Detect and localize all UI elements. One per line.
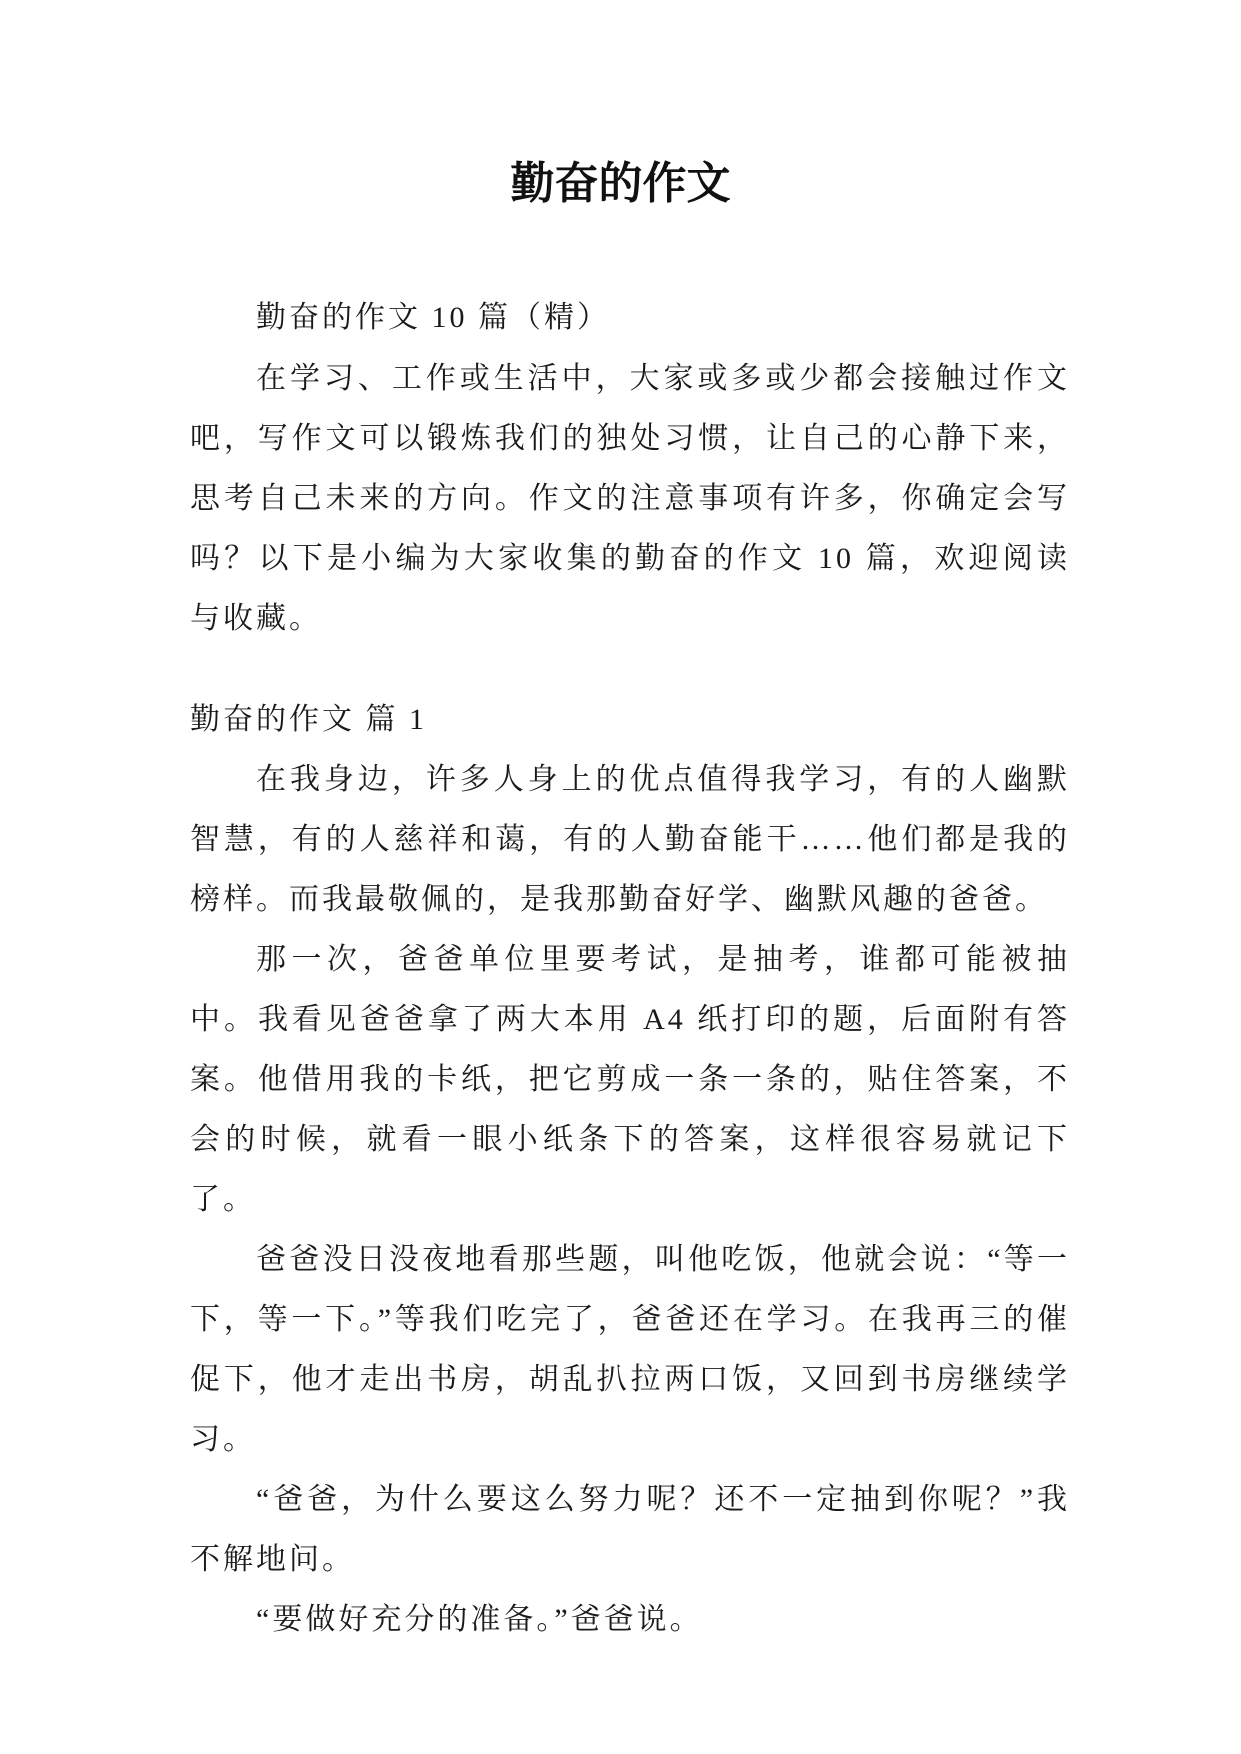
- body-paragraph: 在我身边，许多人身上的优点值得我学习，有的人幽默智慧，有的人慈祥和蔼，有的人勤奋能干……他们都是我的榜样。而我最敬佩的，是我那勤奋好学、幽默风趣的爸爸。: [190, 763, 1070, 916]
- body-paragraph: 那一次，爸爸单位里要考试，是抽考，谁都可能被抽中。我看见爸爸拿了两大本用 A4 纸打印的题，后面附有答案。他借用我的卡纸，把它剪成一条一条的，贴住答案，不会的时候，就看一眼小纸条下的答案，这样很容易就记下了。: [190, 943, 1070, 1216]
- section-heading: 勤奋的作文 篇 1: [190, 703, 427, 736]
- page-title: 勤奋的作文: [510, 158, 731, 209]
- document-subtitle: 勤奋的作文 10 篇（精）: [256, 301, 610, 334]
- intro-paragraph: 在学习、工作或生活中，大家或多或少都会接触过作文吧，写作文可以锻炼我们的独处习惯，让自己的心静下来，思考自己未来的方向。作文的注意事项有许多，你确定会写吗？以下是小编为大家收集的勤奋的作文 10 篇，欢迎阅读与收藏。: [190, 362, 1070, 635]
- section-body: [190, 750, 1070, 1650]
- body-paragraph: “爸爸，为什么要这么努力呢？还不一定抽到你呢？”我不解地问。: [190, 1483, 1070, 1576]
- body-paragraph: 爸爸没日没夜地看那些题，叫他吃饭，他就会说：“等一下，等一下。”等我们吃完了，爸爸还在学习。在我再三的催促下，他才走出书房，胡乱扒拉两口饭，又回到书房继续学习。: [190, 1243, 1070, 1456]
- body-paragraph: “要做好充分的准备。”爸爸说。: [256, 1603, 703, 1636]
